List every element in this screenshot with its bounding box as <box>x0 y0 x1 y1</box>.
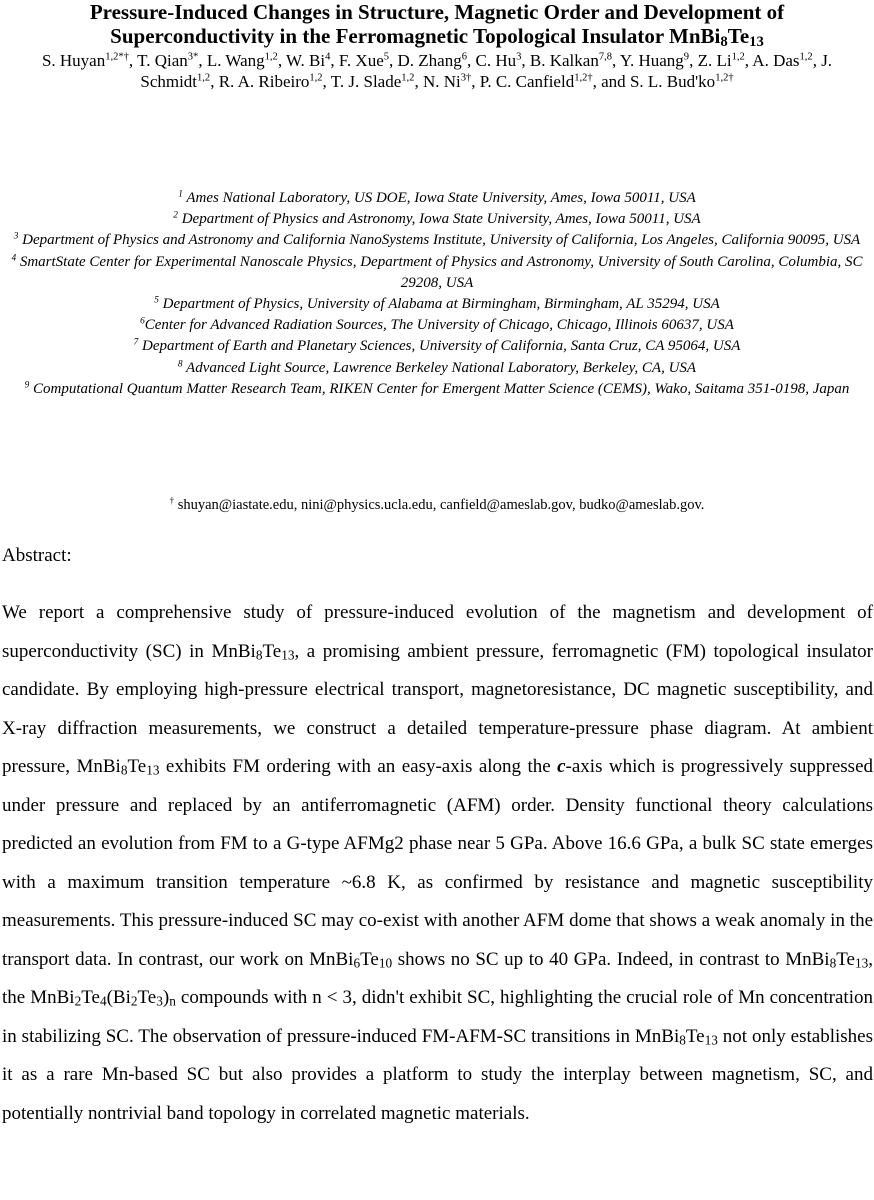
formula-subscript: 13 <box>281 647 295 663</box>
author-affiliation-mark: 1,2 <box>264 51 278 63</box>
contact-emails <box>0 496 874 514</box>
author <box>476 51 522 70</box>
formula-subscript: 2 <box>130 993 138 1009</box>
author-name: W. Bi <box>286 51 326 70</box>
author <box>752 51 812 70</box>
author-separator: , <box>744 51 753 70</box>
formula-subscript: 8 <box>120 762 128 778</box>
affiliation-item <box>0 188 874 209</box>
affiliation-item <box>0 230 874 251</box>
author-separator: , <box>812 51 822 70</box>
author-name: J. Schmidt <box>140 51 833 91</box>
title-line-2-prefix: Superconductivity in the Ferromagnetic Topological Insulator MnBi <box>110 24 721 48</box>
author-name: A. Das <box>752 51 800 70</box>
affiliation-text: Department of Physics and Astronomy, Iowa State University, Ames, Iowa 50011, USA <box>177 211 701 228</box>
author-affiliation-mark: 1,2*† <box>105 51 129 63</box>
abstract-text: Te <box>360 948 379 970</box>
title-line-2 <box>0 24 874 48</box>
author-affiliation-mark: 4 <box>325 51 331 63</box>
author-affiliation-mark: 1,2 <box>401 72 415 84</box>
affiliation-number: 4 <box>11 253 17 264</box>
author <box>698 51 745 70</box>
title-subscript-8: 8 <box>720 33 728 50</box>
abstract-text: -axis which is progressively suppressed under pressure and replaced by an antiferromagnetic (AFM) order. Density functional theory calculations predicted an evolution from FM to a G-type AFMg2 phase near 5 GPa. Above 16.6 GPa, a bulk SC state emerges with a maximum transition temperature ~6.8 K, as confirmed by resistance and magnetic susceptibility measurements. This pressure-induced SC may co-exist with another AFM dome that shows a weak anomaly in the transport data. In contrast, our work on MnBi <box>2 756 874 970</box>
author-affiliation-mark: 6 <box>461 51 467 63</box>
abstract-text: We report a comprehensive study of pressure-induced evolution of the magnetism and development of superconductivity (SC) in MnBi <box>2 602 873 662</box>
author-separator: , <box>471 72 480 91</box>
affiliation-item <box>0 315 874 336</box>
author-name: L. Wang <box>206 51 265 70</box>
axis-label: c <box>557 756 566 777</box>
email-list: shuyan@iastate.edu, nini@physics.ucla.edu, canfield@ameslab.gov, budko@ameslab.gov. <box>174 497 705 513</box>
affiliation-item <box>0 358 874 379</box>
author-separator: , <box>612 51 620 70</box>
affiliation-text: Center for Advanced Radiation Sources, The University of Chicago, Chicago, Illinois 60637, USA <box>144 317 734 334</box>
affiliation-item <box>0 379 874 400</box>
formula-subscript: 8 <box>255 647 263 663</box>
abstract-text: shows no SC up to 40 GPa. Indeed, in contrast to MnBi <box>392 948 830 970</box>
author <box>137 51 198 70</box>
author-name: T. Qian <box>137 51 188 70</box>
affiliation-number: 7 <box>133 337 139 348</box>
formula-subscript: n <box>169 993 176 1009</box>
affiliation-text: SmartState Center for Experimental Nanoscale Physics, Department of Physics and Astronomy, University of South Carolina, Columbia, SC 29208, USA <box>16 253 863 291</box>
affiliation-number: 6 <box>140 316 145 327</box>
author-separator: , <box>277 51 287 70</box>
affiliation-item <box>0 252 874 294</box>
author <box>620 51 689 70</box>
formula-subscript: 13 <box>146 762 160 778</box>
abstract-text: , the MnBi <box>2 948 873 1008</box>
author-affiliation-mark: 1,2 <box>731 51 745 63</box>
author-name: D. Zhang <box>397 51 462 70</box>
author-name: Y. Huang <box>619 51 684 70</box>
formula-subscript: 13 <box>704 1032 718 1048</box>
abstract-text: Te <box>127 756 147 777</box>
affiliation-text: Ames National Laboratory, US DOE, Iowa State University, Ames, Iowa 50011, USA <box>182 190 696 206</box>
author-separator: , <box>198 51 207 70</box>
abstract-text: Te <box>262 640 282 662</box>
affiliation-number: 5 <box>154 295 159 306</box>
author-affiliation-mark: 3† <box>460 72 472 84</box>
affiliation-item <box>0 294 874 315</box>
author-separator: , and <box>592 72 630 91</box>
author-name: F. Xue <box>338 51 384 70</box>
author <box>480 72 593 91</box>
abstract-text: Te <box>836 948 855 970</box>
affiliation-item <box>0 336 874 357</box>
author-affiliation-mark: 3* <box>187 51 199 63</box>
author-affiliation-mark: 3 <box>516 51 522 63</box>
formula-subscript: 13 <box>854 955 869 971</box>
author-name: C. Hu <box>475 51 517 70</box>
author-name: S. L. Bud'ko <box>629 72 716 91</box>
author-separator: , <box>467 51 476 70</box>
author-name: S. Huyan <box>41 51 106 70</box>
affiliation-list <box>0 188 874 400</box>
formula-subscript: 3 <box>156 993 163 1009</box>
affiliation-text: Computational Quantum Matter Research Team, RIKEN Center for Emergent Matter Science (CEMS), Wako, Saitama 351-0198, Japan <box>29 380 850 397</box>
author <box>423 72 471 91</box>
author-separator: , <box>210 72 219 91</box>
dagger-mark: † <box>169 495 175 506</box>
abstract-text: Te <box>137 987 157 1008</box>
author <box>286 51 330 70</box>
title-te: Te <box>727 24 750 48</box>
author-affiliation-mark: 1,2 <box>309 72 323 84</box>
affiliation-number: 1 <box>178 189 183 200</box>
formula-subscript: 2 <box>74 993 82 1009</box>
formula-subscript: 10 <box>378 955 393 971</box>
author-name: N. Ni <box>422 72 461 91</box>
author-affiliation-mark: 1,2† <box>715 72 734 84</box>
abstract-text: , a promising ambient pressure, ferromagnetic (FM) topological insulator candidate. By employing high-pressure electrical transport, magnetoresistance, DC magnetic susceptibility, and X-ray diffraction measurements, we construct a detailed temperature-pressure phase diagram. At ambient pressure, MnBi <box>2 640 874 777</box>
author-separator: , <box>414 72 423 91</box>
affiliation-text: Department of Physics and Astronomy and California NanoSystems Institute, University of California, Los Angeles, California 90095, USA <box>18 232 861 249</box>
author-separator: , <box>689 51 698 70</box>
abstract-text: Te <box>685 1025 705 1047</box>
author <box>42 51 129 70</box>
abstract-body <box>2 594 873 1133</box>
author-affiliation-mark: 1,2 <box>197 72 211 84</box>
author <box>219 72 323 91</box>
author-affiliation-mark: 7,8 <box>598 51 612 63</box>
author-name: B. Kalkan <box>529 51 599 70</box>
affiliation-number: 2 <box>173 210 178 221</box>
title-line-1: Pressure-Induced Changes in Structure, Magnetic Order and Development of <box>89 0 785 24</box>
author-name: Z. Li <box>697 51 732 70</box>
author-separator: , <box>521 51 530 70</box>
affiliation-item <box>0 209 874 230</box>
author-separator: , <box>322 72 331 91</box>
author-list <box>24 50 850 92</box>
author-separator: , <box>128 51 138 70</box>
affiliation-text: Department of Earth and Planetary Sciences, University of California, Santa Cruz, CA 95064, USA <box>138 338 741 355</box>
abstract-text: (Bi <box>106 987 131 1008</box>
abstract-text: Te <box>81 987 100 1008</box>
affiliation-text: Department of Physics, University of Alabama at Birmingham, Birmingham, AL 35294, USA <box>158 296 720 313</box>
affiliation-number: 9 <box>24 380 30 391</box>
author <box>398 51 467 70</box>
affiliation-text: Advanced Light Source, Lawrence Berkeley National Laboratory, Berkeley, CA, USA <box>182 359 697 376</box>
author <box>339 51 389 70</box>
abstract-text: exhibits FM ordering with an easy-axis along the <box>159 756 558 777</box>
formula-subscript: 6 <box>353 955 361 971</box>
author-affiliation-mark: 9 <box>683 51 690 63</box>
title-subscript-13: 13 <box>749 33 764 50</box>
abstract-text: compounds with n < 3, didn't exhibit SC, highlighting the crucial role of Mn concentration in stabilizing SC. The observation of pressure-induced FM-AFM-SC transitions in MnBi <box>2 987 873 1047</box>
author-affiliation-mark: 5 <box>383 51 390 63</box>
author <box>630 72 734 91</box>
author-separator: , <box>389 51 398 70</box>
abstract-text: not only establishes it as a rare Mn-based SC but also provides a platform to study the interplay between magnetism, SC, and potentially nontrivial band topology in correlated magnetic materials. <box>2 1025 873 1124</box>
formula-subscript: 8 <box>679 1032 686 1048</box>
author <box>530 51 612 70</box>
author <box>331 72 415 91</box>
formula-subscript: 8 <box>829 955 837 971</box>
author-name: P. C. Canfield <box>479 72 575 91</box>
abstract-text: ) <box>162 987 170 1008</box>
paper-title <box>0 0 874 48</box>
author <box>207 51 278 70</box>
author-affiliation-mark: 1,2 <box>799 51 813 63</box>
author-affiliation-mark: 1,2† <box>574 72 593 84</box>
affiliation-number: 8 <box>177 359 183 370</box>
author-separator: , <box>330 51 339 70</box>
affiliation-number: 3 <box>13 231 19 242</box>
abstract-heading: Abstract: <box>2 545 72 566</box>
author-name: R. A. Ribeiro <box>218 72 310 91</box>
author-name: T. J. Slade <box>330 72 402 91</box>
formula-subscript: 4 <box>99 993 107 1009</box>
